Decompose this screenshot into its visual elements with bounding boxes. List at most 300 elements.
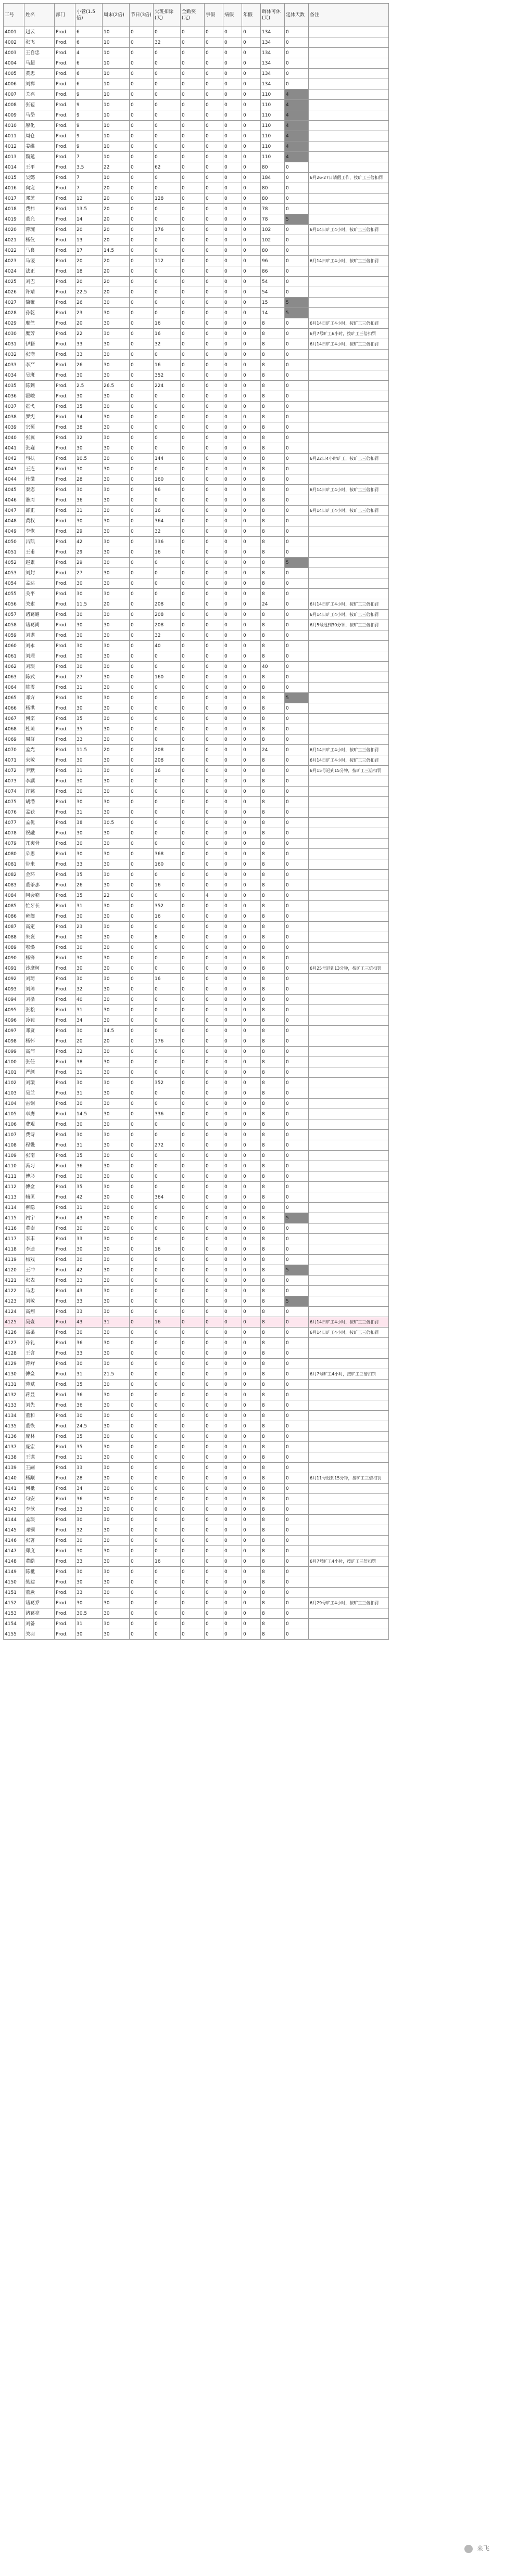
table-cell: 严颜	[24, 1067, 55, 1078]
note-cell	[309, 995, 389, 1005]
table-cell: 30	[103, 1525, 130, 1536]
note-cell	[309, 433, 389, 443]
table-cell: 0	[242, 828, 261, 839]
table-cell: 0	[130, 589, 154, 599]
table-cell: Prod.	[55, 537, 75, 547]
table-cell: 30	[75, 1223, 103, 1234]
table-cell: 0	[130, 1213, 154, 1223]
table-cell: 0	[130, 1192, 154, 1203]
table-row	[4, 1536, 389, 1546]
note-cell	[309, 1213, 389, 1223]
table-cell: 0	[130, 69, 154, 79]
table-cell: 0	[181, 1015, 205, 1026]
table-cell: 0	[205, 672, 223, 682]
table-cell: 0	[205, 1005, 223, 1015]
table-cell: 0	[154, 1629, 181, 1640]
table-cell: 8	[261, 1338, 285, 1348]
table-cell: 0	[181, 974, 205, 984]
table-cell: 0	[223, 995, 242, 1005]
table-cell: 4016	[4, 183, 24, 194]
table-cell: 0	[205, 173, 223, 183]
table-cell: Prod.	[55, 963, 75, 974]
table-cell: 0	[181, 370, 205, 381]
table-cell: 0	[181, 1400, 205, 1411]
table-cell: 0	[242, 183, 261, 194]
table-cell: 0	[181, 849, 205, 859]
table-cell: 0	[154, 963, 181, 974]
table-cell: 23	[75, 922, 103, 932]
table-cell: Prod.	[55, 235, 75, 246]
table-cell: 0	[154, 1099, 181, 1109]
table-cell: 0	[285, 1421, 309, 1432]
table-cell: 0	[130, 1504, 154, 1515]
table-cell: 0	[181, 360, 205, 370]
table-cell: Prod.	[55, 1400, 75, 1411]
table-cell: 0	[181, 995, 205, 1005]
table-cell: 0	[205, 1328, 223, 1338]
table-cell: 0	[154, 433, 181, 443]
table-cell: 0	[130, 641, 154, 651]
note-cell	[309, 141, 389, 152]
table-cell: 0	[154, 776, 181, 787]
table-cell: 0	[223, 1567, 242, 1577]
table-cell: 0	[205, 246, 223, 256]
table-cell: 336	[154, 537, 181, 547]
table-cell: 0	[181, 1088, 205, 1099]
table-cell: 8	[261, 1036, 285, 1047]
table-cell: 36	[75, 495, 103, 506]
table-cell: 0	[223, 1151, 242, 1161]
table-cell: 0	[154, 1494, 181, 1504]
note-cell	[309, 724, 389, 735]
table-cell: 糜芳	[24, 329, 55, 339]
table-cell: 8	[261, 995, 285, 1005]
table-cell: 王嗣	[24, 1463, 55, 1473]
table-cell: Prod.	[55, 880, 75, 891]
table-cell: 30	[103, 391, 130, 402]
table-cell: 0	[205, 1234, 223, 1244]
table-cell: 0	[223, 266, 242, 277]
table-cell: 0	[242, 1005, 261, 1015]
table-cell: 0	[205, 27, 223, 37]
table-cell: 4099	[4, 1047, 24, 1057]
table-cell: 30	[103, 1629, 130, 1640]
table-cell: 刘琰	[24, 662, 55, 672]
table-row	[4, 298, 389, 308]
table-cell: 0	[154, 1067, 181, 1078]
table-cell: 0	[130, 1525, 154, 1536]
table-cell: 13	[75, 235, 103, 246]
table-cell: 0	[154, 714, 181, 724]
table-cell: 0	[130, 1057, 154, 1067]
table-cell: 0	[205, 256, 223, 266]
table-row	[4, 776, 389, 787]
table-cell: 0	[205, 1619, 223, 1629]
table-cell: 8	[261, 839, 285, 849]
table-cell: 0	[130, 110, 154, 121]
table-cell: 0	[181, 1213, 205, 1223]
table-cell: 4111	[4, 1171, 24, 1182]
table-cell: Prod.	[55, 1608, 75, 1619]
table-cell: Prod.	[55, 1556, 75, 1567]
table-cell: 30	[103, 1182, 130, 1192]
note-cell	[309, 350, 389, 360]
table-cell: 0	[242, 1411, 261, 1421]
table-cell: 8	[261, 672, 285, 682]
note-cell	[309, 360, 389, 370]
table-cell: 30	[75, 963, 103, 974]
table-cell: 0	[130, 703, 154, 714]
note-cell	[309, 1608, 389, 1619]
table-cell: 8	[261, 422, 285, 433]
table-cell: 0	[205, 766, 223, 776]
table-cell: 30	[75, 1119, 103, 1130]
table-cell: 0	[205, 1338, 223, 1348]
note-cell	[309, 1203, 389, 1213]
table-cell: 带来	[24, 859, 55, 870]
table-cell: 4084	[4, 891, 24, 901]
table-row	[4, 287, 389, 298]
table-cell: 30	[103, 1119, 130, 1130]
table-cell: 关羽	[24, 1629, 55, 1640]
table-cell: 0	[205, 1171, 223, 1182]
note-cell	[309, 1494, 389, 1504]
table-cell: 0	[205, 735, 223, 745]
table-cell: 4124	[4, 1307, 24, 1317]
table-cell: 30	[103, 568, 130, 578]
table-cell: 0	[223, 1026, 242, 1036]
table-cell: 0	[285, 360, 309, 370]
table-cell: 20	[75, 1036, 103, 1047]
table-cell: 0	[242, 162, 261, 173]
table-row	[4, 235, 389, 246]
note-cell	[309, 1182, 389, 1192]
table-cell: 4018	[4, 204, 24, 214]
table-cell: Prod.	[55, 807, 75, 818]
table-cell: 0	[285, 1546, 309, 1556]
table-cell: 0	[205, 1442, 223, 1452]
table-cell: 0	[205, 381, 223, 391]
table-cell: 0	[130, 318, 154, 329]
table-cell: 0	[242, 194, 261, 204]
table-cell: Prod.	[55, 246, 75, 256]
table-cell: 29	[75, 526, 103, 537]
note-cell	[309, 1130, 389, 1140]
table-row	[4, 745, 389, 755]
table-cell: 0	[223, 162, 242, 173]
table-cell: 8	[261, 1608, 285, 1619]
table-cell: 16	[154, 1556, 181, 1567]
table-cell: 0	[154, 1015, 181, 1026]
table-cell: 0	[205, 1078, 223, 1088]
table-row	[4, 329, 389, 339]
table-cell: Prod.	[55, 1421, 75, 1432]
table-cell: 110	[261, 152, 285, 162]
table-cell: 30	[103, 308, 130, 318]
table-cell: 30	[103, 1598, 130, 1608]
table-cell: 0	[223, 547, 242, 558]
table-cell: 0	[285, 1369, 309, 1380]
table-cell: 0	[285, 162, 309, 173]
table-cell: 40	[261, 662, 285, 672]
table-cell: 0	[181, 1317, 205, 1328]
table-cell: 0	[242, 235, 261, 246]
table-cell: 20	[103, 235, 130, 246]
table-cell: 86	[261, 266, 285, 277]
table-cell: 黄忠	[24, 69, 55, 79]
table-cell: 0	[130, 131, 154, 141]
table-cell: 0	[223, 506, 242, 516]
table-cell: 0	[223, 1577, 242, 1588]
table-cell: 0	[181, 173, 205, 183]
table-cell: 8	[261, 1442, 285, 1452]
table-cell: 30	[103, 787, 130, 797]
table-cell: 马岱	[24, 110, 55, 121]
table-cell: 0	[154, 1473, 181, 1484]
note-cell	[309, 422, 389, 433]
table-cell: 0	[242, 547, 261, 558]
table-cell: 8	[261, 859, 285, 870]
table-cell: 张表	[24, 1276, 55, 1286]
table-cell: 0	[205, 1213, 223, 1223]
table-cell: 杨仪	[24, 235, 55, 246]
table-cell: 30	[103, 537, 130, 547]
table-cell: 0	[223, 1047, 242, 1057]
table-cell: 0	[181, 433, 205, 443]
table-cell: 0	[223, 485, 242, 495]
table-cell: 柳隐	[24, 1203, 55, 1213]
table-cell: 31	[103, 1317, 130, 1328]
table-cell: 0	[205, 839, 223, 849]
table-cell: 0	[181, 246, 205, 256]
table-cell: 30	[103, 662, 130, 672]
table-cell: 160	[154, 859, 181, 870]
table-cell: 0	[130, 766, 154, 776]
table-row	[4, 1119, 389, 1130]
table-cell: 368	[154, 849, 181, 859]
table-cell: 0	[181, 891, 205, 901]
table-cell: 0	[285, 568, 309, 578]
table-cell: 0	[181, 1432, 205, 1442]
table-row	[4, 547, 389, 558]
table-cell: 24.5	[75, 1421, 103, 1432]
table-cell: 0	[130, 547, 154, 558]
table-cell: Prod.	[55, 1151, 75, 1161]
table-cell: 0	[285, 984, 309, 995]
table-cell: 周群	[24, 735, 55, 745]
table-cell: 0	[223, 1192, 242, 1203]
table-cell: 6	[75, 69, 103, 79]
table-cell: 0	[285, 1276, 309, 1286]
table-cell: 刘先	[24, 1400, 55, 1411]
table-cell: 0	[205, 318, 223, 329]
table-cell: 0	[285, 1400, 309, 1411]
table-cell: 0	[223, 121, 242, 131]
table-cell: 30	[103, 1546, 130, 1556]
table-cell: 0	[223, 1432, 242, 1442]
table-cell: 0	[223, 891, 242, 901]
table-cell: 张裔	[24, 350, 55, 360]
table-row	[4, 1223, 389, 1234]
table-cell: 4038	[4, 412, 24, 422]
table-cell: 0	[285, 703, 309, 714]
table-cell: 30	[103, 651, 130, 662]
table-cell: Prod.	[55, 110, 75, 121]
table-cell: 0	[205, 995, 223, 1005]
table-cell: 诸葛尚	[24, 620, 55, 630]
table-cell: 31	[75, 506, 103, 516]
table-cell: 0	[181, 610, 205, 620]
table-cell: 22	[103, 162, 130, 173]
table-cell: 费祎	[24, 204, 55, 214]
table-cell: 刘禅	[24, 79, 55, 89]
table-cell: 0	[223, 1390, 242, 1400]
note-cell	[309, 1536, 389, 1546]
table-cell: 16	[154, 506, 181, 516]
table-cell: 0	[181, 745, 205, 755]
table-row	[4, 839, 389, 849]
table-row	[4, 911, 389, 922]
table-cell: 马谡	[24, 256, 55, 266]
table-cell: 8	[261, 693, 285, 703]
table-row	[4, 433, 389, 443]
table-cell: 0	[285, 1452, 309, 1463]
table-cell: 0	[285, 797, 309, 807]
table-cell: 0	[154, 1171, 181, 1182]
table-cell: 胡潜	[24, 797, 55, 807]
note-cell	[309, 1504, 389, 1515]
table-cell: 0	[130, 932, 154, 943]
table-cell: 0	[223, 1067, 242, 1078]
table-cell: 0	[154, 1265, 181, 1276]
table-cell: 4113	[4, 1192, 24, 1203]
table-cell: 0	[130, 1223, 154, 1234]
table-cell: 4064	[4, 682, 24, 693]
table-cell: 0	[242, 1161, 261, 1171]
table-cell: 0	[130, 849, 154, 859]
table-cell: 0	[285, 246, 309, 256]
table-cell: 8	[261, 1151, 285, 1161]
table-cell: 0	[181, 256, 205, 266]
note-cell	[309, 27, 389, 37]
table-row	[4, 402, 389, 412]
table-cell: 184	[261, 173, 285, 183]
table-cell: 8	[261, 1577, 285, 1588]
table-cell: 30	[103, 859, 130, 870]
table-cell: 0	[154, 682, 181, 693]
table-cell: 0	[285, 1171, 309, 1182]
table-cell: 0	[242, 1484, 261, 1494]
table-cell: 0	[130, 1078, 154, 1088]
table-cell: 0	[181, 963, 205, 974]
table-cell: 0	[130, 246, 154, 256]
table-cell: 0	[285, 1494, 309, 1504]
table-cell: 0	[285, 183, 309, 194]
table-cell: 4118	[4, 1244, 24, 1255]
table-cell: 4083	[4, 880, 24, 891]
table-cell: Prod.	[55, 1369, 75, 1380]
table-cell: Prod.	[55, 152, 75, 162]
table-cell: 30	[103, 1421, 130, 1432]
table-cell: 杜微	[24, 474, 55, 485]
table-cell: 30	[75, 1244, 103, 1255]
table-cell: 0	[242, 246, 261, 256]
table-row	[4, 69, 389, 79]
table-cell: 0	[223, 1088, 242, 1099]
table-cell: 30	[75, 662, 103, 672]
table-cell: 4134	[4, 1411, 24, 1421]
table-cell: 0	[130, 693, 154, 703]
table-cell: 王冲	[24, 1265, 55, 1276]
table-cell: 30	[103, 433, 130, 443]
table-cell: 0	[154, 1484, 181, 1494]
table-cell: 38	[75, 1057, 103, 1067]
table-cell: 35	[75, 1432, 103, 1442]
table-cell: Prod.	[55, 1099, 75, 1109]
table-cell: 0	[223, 1276, 242, 1286]
note-cell	[309, 1099, 389, 1109]
table-cell: 0	[130, 1099, 154, 1109]
table-cell: 0	[223, 1369, 242, 1380]
note-cell	[309, 1255, 389, 1265]
table-cell: 4092	[4, 974, 24, 984]
table-cell: 0	[242, 568, 261, 578]
table-cell: 0	[242, 204, 261, 214]
table-cell: 4128	[4, 1348, 24, 1359]
table-cell: 0	[130, 578, 154, 589]
table-cell: 0	[285, 1223, 309, 1234]
table-cell: 31	[75, 1369, 103, 1380]
table-cell: 30	[103, 1203, 130, 1213]
table-cell: 8	[261, 558, 285, 568]
table-cell: 0	[130, 974, 154, 984]
table-cell: 0	[205, 1556, 223, 1567]
table-cell: 0	[154, 266, 181, 277]
table-cell: 0	[285, 1307, 309, 1317]
table-cell: 0	[205, 1588, 223, 1598]
table-cell: Prod.	[55, 818, 75, 828]
table-cell: 0	[181, 1421, 205, 1432]
table-cell: 8	[261, 901, 285, 911]
table-cell: 30	[75, 755, 103, 766]
table-cell: 8	[261, 1359, 285, 1369]
table-cell: 何宗	[24, 714, 55, 724]
table-cell: 16	[154, 974, 181, 984]
note-cell	[309, 1307, 389, 1317]
table-cell: 0	[285, 1442, 309, 1452]
note-cell	[309, 1432, 389, 1442]
table-cell: 0	[285, 651, 309, 662]
note-cell: 6月7号旷工6小时，按旷工三倍扣罚	[309, 329, 389, 339]
table-cell: 0	[181, 682, 205, 693]
table-cell: 0	[285, 1088, 309, 1099]
table-cell: 0	[205, 1380, 223, 1390]
table-cell: 孟优	[24, 818, 55, 828]
table-cell: 关兴	[24, 89, 55, 100]
table-cell: 336	[154, 1109, 181, 1119]
table-cell: 0	[181, 703, 205, 714]
table-cell: 4047	[4, 506, 24, 516]
table-cell: 0	[181, 578, 205, 589]
table-row	[4, 1213, 389, 1223]
table-cell: 0	[285, 1598, 309, 1608]
table-row	[4, 766, 389, 776]
table-cell: 0	[223, 651, 242, 662]
note-cell	[309, 495, 389, 506]
table-cell: 8	[261, 1119, 285, 1130]
table-cell: 0	[205, 953, 223, 963]
table-cell: 4082	[4, 870, 24, 880]
